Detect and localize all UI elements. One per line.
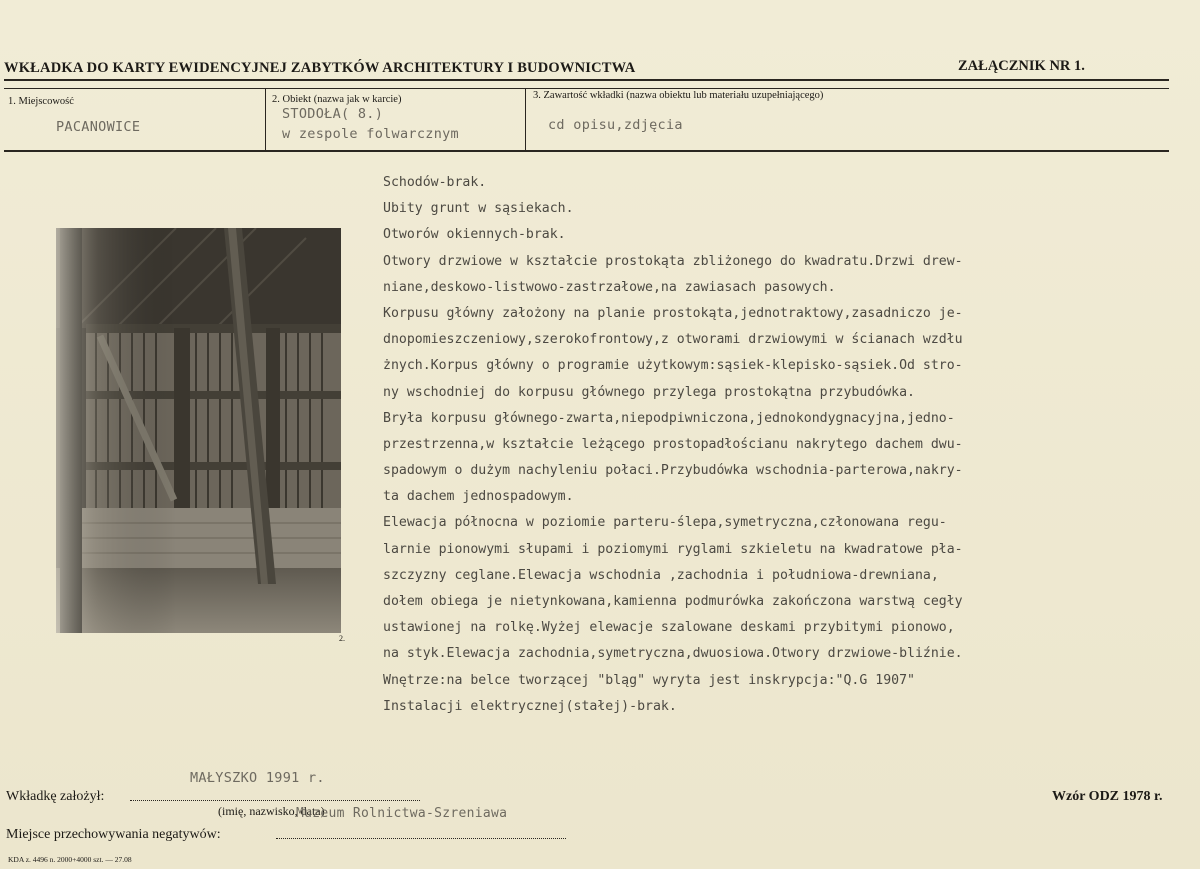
contents-value: cd opisu,zdjęcia	[548, 117, 683, 133]
description-line: Ubity grunt w sąsiekach.	[383, 201, 574, 217]
object-label: 2. Obiekt (nazwa jak w karcie)	[272, 94, 402, 105]
negatives-value: Muzeum Rolnictwa-Szreniawa	[296, 806, 508, 821]
author-value: MAŁYSZKO 1991 r.	[190, 770, 325, 786]
negatives-label: Miejsce przechowywania negatywów:	[6, 827, 221, 842]
photo-number: 2.	[339, 634, 345, 643]
description-text	[383, 170, 1143, 720]
author-hint: (imię, nazwisko, data)	[218, 804, 325, 818]
description-line: ta dachem jednospadowym.	[383, 489, 574, 505]
description-line: Bryła korpusu głównego-zwarta,niepodpiwniczona,jednokondygnacyjna,jedno-	[383, 410, 955, 426]
barn-interior-photo	[56, 228, 341, 633]
fields-top-rule	[4, 88, 1169, 89]
description-line: przestrzenna,w kształcie leżącego prostopadłościanu nakrytego dachem dwu-	[383, 436, 963, 452]
header-rule	[4, 79, 1169, 81]
description-line: niane,deskowo-listwowo-zastrzałowe,na zawiasach pasowych.	[383, 279, 836, 295]
field-divider-1	[265, 88, 266, 150]
fields-bottom-rule	[4, 150, 1169, 152]
object-value-line1: STODOŁA( 8.)	[282, 106, 384, 122]
locality-label: 1. Miejscowość	[8, 96, 74, 107]
form-model: Wzór ODZ 1978 r.	[1052, 789, 1163, 804]
description-line: ustawionej na rolkę.Wyżej elewacje szalowane deskami przybitymi pionowo,	[383, 620, 955, 636]
author-dotted-line	[130, 800, 420, 801]
contents-label: 3. Zawartość wkładki (nazwa obiektu lub materiału uzupełniającego)	[533, 90, 824, 101]
negatives-dotted-line	[276, 838, 566, 839]
description-line: Elewacja północna w poziomie parteru-ślepa,symetryczna,członowana regu-	[383, 515, 947, 531]
object-value-line2: w zespole folwarcznym	[282, 126, 459, 142]
description-line: larnie pionowymi słupami i poziomymi ryglami szkieletu na kwadratowe pła-	[383, 541, 963, 557]
print-info: KDA z. 4496 n. 2000+4000 szt. — 27.08	[8, 855, 132, 864]
description-line: Korpusu główny założony na planie prostokąta,jednotraktowy,zasadniczo je-	[383, 305, 963, 321]
description-line: dnopomieszczeniowy,szerokofrontowy,z otworami drzwiowymi w ścianach wzdłu	[383, 332, 963, 348]
description-line: żnych.Korpus główny o programie użytkowym:sąsiek-klepisko-sąsiek.Od stro-	[383, 358, 963, 374]
description-line: ny wschodniej do korpusu głównego przylega prostokątna przybudówka.	[383, 384, 915, 400]
description-line: dołem obiega je nietynkowana,kamienna podmurówka zakończona warstwą cegły	[383, 594, 963, 609]
field-divider-2	[525, 88, 526, 150]
description-line: na styk.Elewacja zachodnia,symetryczna,dwuosiowa.Otwory drzwiowe-bliźnie.	[383, 646, 963, 662]
description-line: spadowym o dużym nachyleniu połaci.Przybudówka wschodnia-parterowa,nakry-	[383, 463, 963, 479]
description-line: Instalacji elektrycznej(stałej)-brak.	[383, 698, 677, 714]
description-line: szczyzny ceglane.Elewacja wschodnia ,zachodnia i południowa-drewniana,	[383, 567, 939, 583]
author-label: Wkładkę założył:	[6, 789, 105, 804]
description-line: Otworów okiennych-brak.	[383, 227, 566, 243]
description-line: Schodów-brak.	[383, 175, 487, 190]
description-line: Otwory drzwiowe w kształcie prostokąta zbliżonego do kwadratu.Drzwi drew-	[383, 253, 963, 269]
form-title: WKŁADKA DO KARTY EWIDENCYJNEJ ZABYTKÓW ARCHITEKTURY I BUDOWNICTWA	[4, 60, 636, 76]
locality-value: PACANOWICE	[56, 119, 141, 135]
description-line: Wnętrze:na belce tworzącej "bląg" wyryta jest inskrypcja:"Q.G 1907"	[383, 672, 915, 688]
annex-number: ZAŁĄCZNIK NR 1.	[958, 58, 1085, 74]
